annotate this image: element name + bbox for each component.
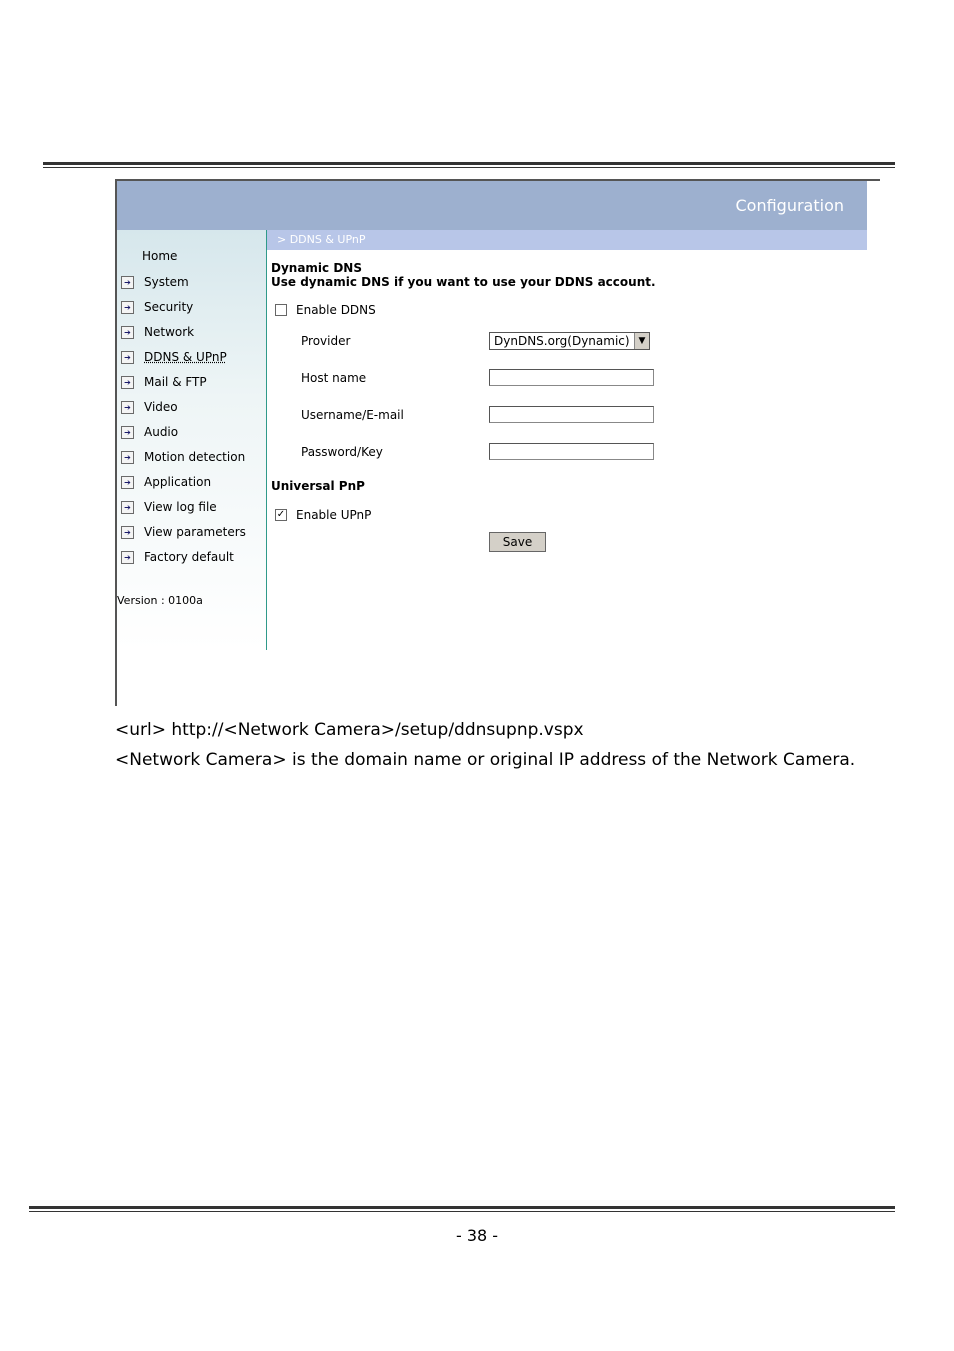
arrow-right-icon: ➔ <box>121 526 134 539</box>
username-label: Username/E-mail <box>301 408 404 422</box>
sidebar-item-label: View parameters <box>144 525 246 539</box>
sidebar-item-ddns-upnp[interactable] <box>121 348 227 366</box>
password-label: Password/Key <box>301 445 383 459</box>
arrow-right-icon: ➔ <box>121 351 134 364</box>
check-icon[interactable]: ✓ <box>276 509 286 520</box>
checkbox-box[interactable] <box>275 304 287 316</box>
arrow-right-icon: ➔ <box>121 326 134 339</box>
config-banner <box>117 181 867 230</box>
sidebar-item-label: Mail & FTP <box>144 375 207 389</box>
provider-selected-value: DynDNS.org(Dynamic) <box>494 334 630 348</box>
description-paragraph: <Network Camera> is the domain name or original IP address of the Network Camera. <box>115 750 856 770</box>
sidebar-item-motion-detection[interactable] <box>121 448 245 466</box>
url-line: <url> http://<Network Camera>/setup/ddnsupnp.vspx <box>115 720 584 740</box>
sidebar-item-system[interactable] <box>121 273 189 291</box>
arrow-right-icon: ➔ <box>121 451 134 464</box>
sidebar-item-label: View log file <box>144 500 217 514</box>
ddns-description: Use dynamic DNS if you want to use your DDNS account. <box>271 275 656 289</box>
page-number: - 38 - <box>455 1226 499 1245</box>
password-input[interactable] <box>489 443 654 460</box>
sidebar-item-label: DDNS & UPnP <box>144 350 227 364</box>
provider-select[interactable] <box>489 332 650 350</box>
hostname-label: Host name <box>301 371 367 385</box>
enable-upnp-checkbox[interactable] <box>275 508 371 522</box>
provider-label: Provider <box>301 334 351 348</box>
enable-upnp-label: Enable UPnP <box>296 508 372 522</box>
save-button[interactable]: Save <box>489 532 546 552</box>
upnp-section-title: Universal PnP <box>271 479 365 493</box>
sidebar-item-view-log-file[interactable] <box>121 498 217 516</box>
sidebar-item-label: Motion detection <box>144 450 246 464</box>
header-rule <box>43 162 895 168</box>
enable-ddns-label: Enable DDNS <box>296 303 376 317</box>
sidebar <box>117 230 267 650</box>
sidebar-item-video[interactable] <box>121 398 178 416</box>
sidebar-item-security[interactable] <box>121 298 193 316</box>
sidebar-item-network[interactable] <box>121 323 194 341</box>
chevron-down-icon[interactable]: ▼ <box>634 333 649 349</box>
version-text: Version : 0100a <box>117 594 203 607</box>
sidebar-item-label: Security <box>144 300 194 314</box>
sidebar-item-label: Audio <box>144 425 179 439</box>
footer-rule <box>29 1206 895 1212</box>
sidebar-item-label: Network <box>144 325 195 339</box>
arrow-right-icon: ➔ <box>121 301 134 314</box>
sidebar-item-label: Application <box>144 475 212 489</box>
sidebar-item-audio[interactable] <box>121 423 178 441</box>
arrow-right-icon: ➔ <box>121 401 134 414</box>
sidebar-item-home[interactable]: Home <box>142 249 178 263</box>
ddns-section-title: Dynamic DNS <box>271 261 362 275</box>
arrow-right-icon: ➔ <box>121 376 134 389</box>
arrow-right-icon: ➔ <box>121 501 134 514</box>
config-screenshot <box>115 179 880 706</box>
enable-ddns-checkbox[interactable] <box>275 303 376 317</box>
arrow-right-icon: ➔ <box>121 426 134 439</box>
breadcrumb-text: > DDNS & UPnP <box>277 233 366 246</box>
arrow-right-icon: ➔ <box>121 276 134 289</box>
banner-title: Configuration <box>735 196 844 215</box>
arrow-right-icon: ➔ <box>121 551 134 564</box>
sidebar-item-application[interactable] <box>121 473 211 491</box>
sidebar-item-mail-ftp[interactable] <box>121 373 207 391</box>
sidebar-item-view-parameters[interactable] <box>121 523 246 541</box>
sidebar-item-label: Video <box>144 400 178 414</box>
sidebar-item-label: Factory default <box>144 550 234 564</box>
sidebar-item-factory-default[interactable] <box>121 548 234 566</box>
username-input[interactable] <box>489 406 654 423</box>
breadcrumb <box>267 230 867 250</box>
sidebar-item-label: System <box>144 275 189 289</box>
hostname-input[interactable] <box>489 369 654 386</box>
arrow-right-icon: ➔ <box>121 476 134 489</box>
